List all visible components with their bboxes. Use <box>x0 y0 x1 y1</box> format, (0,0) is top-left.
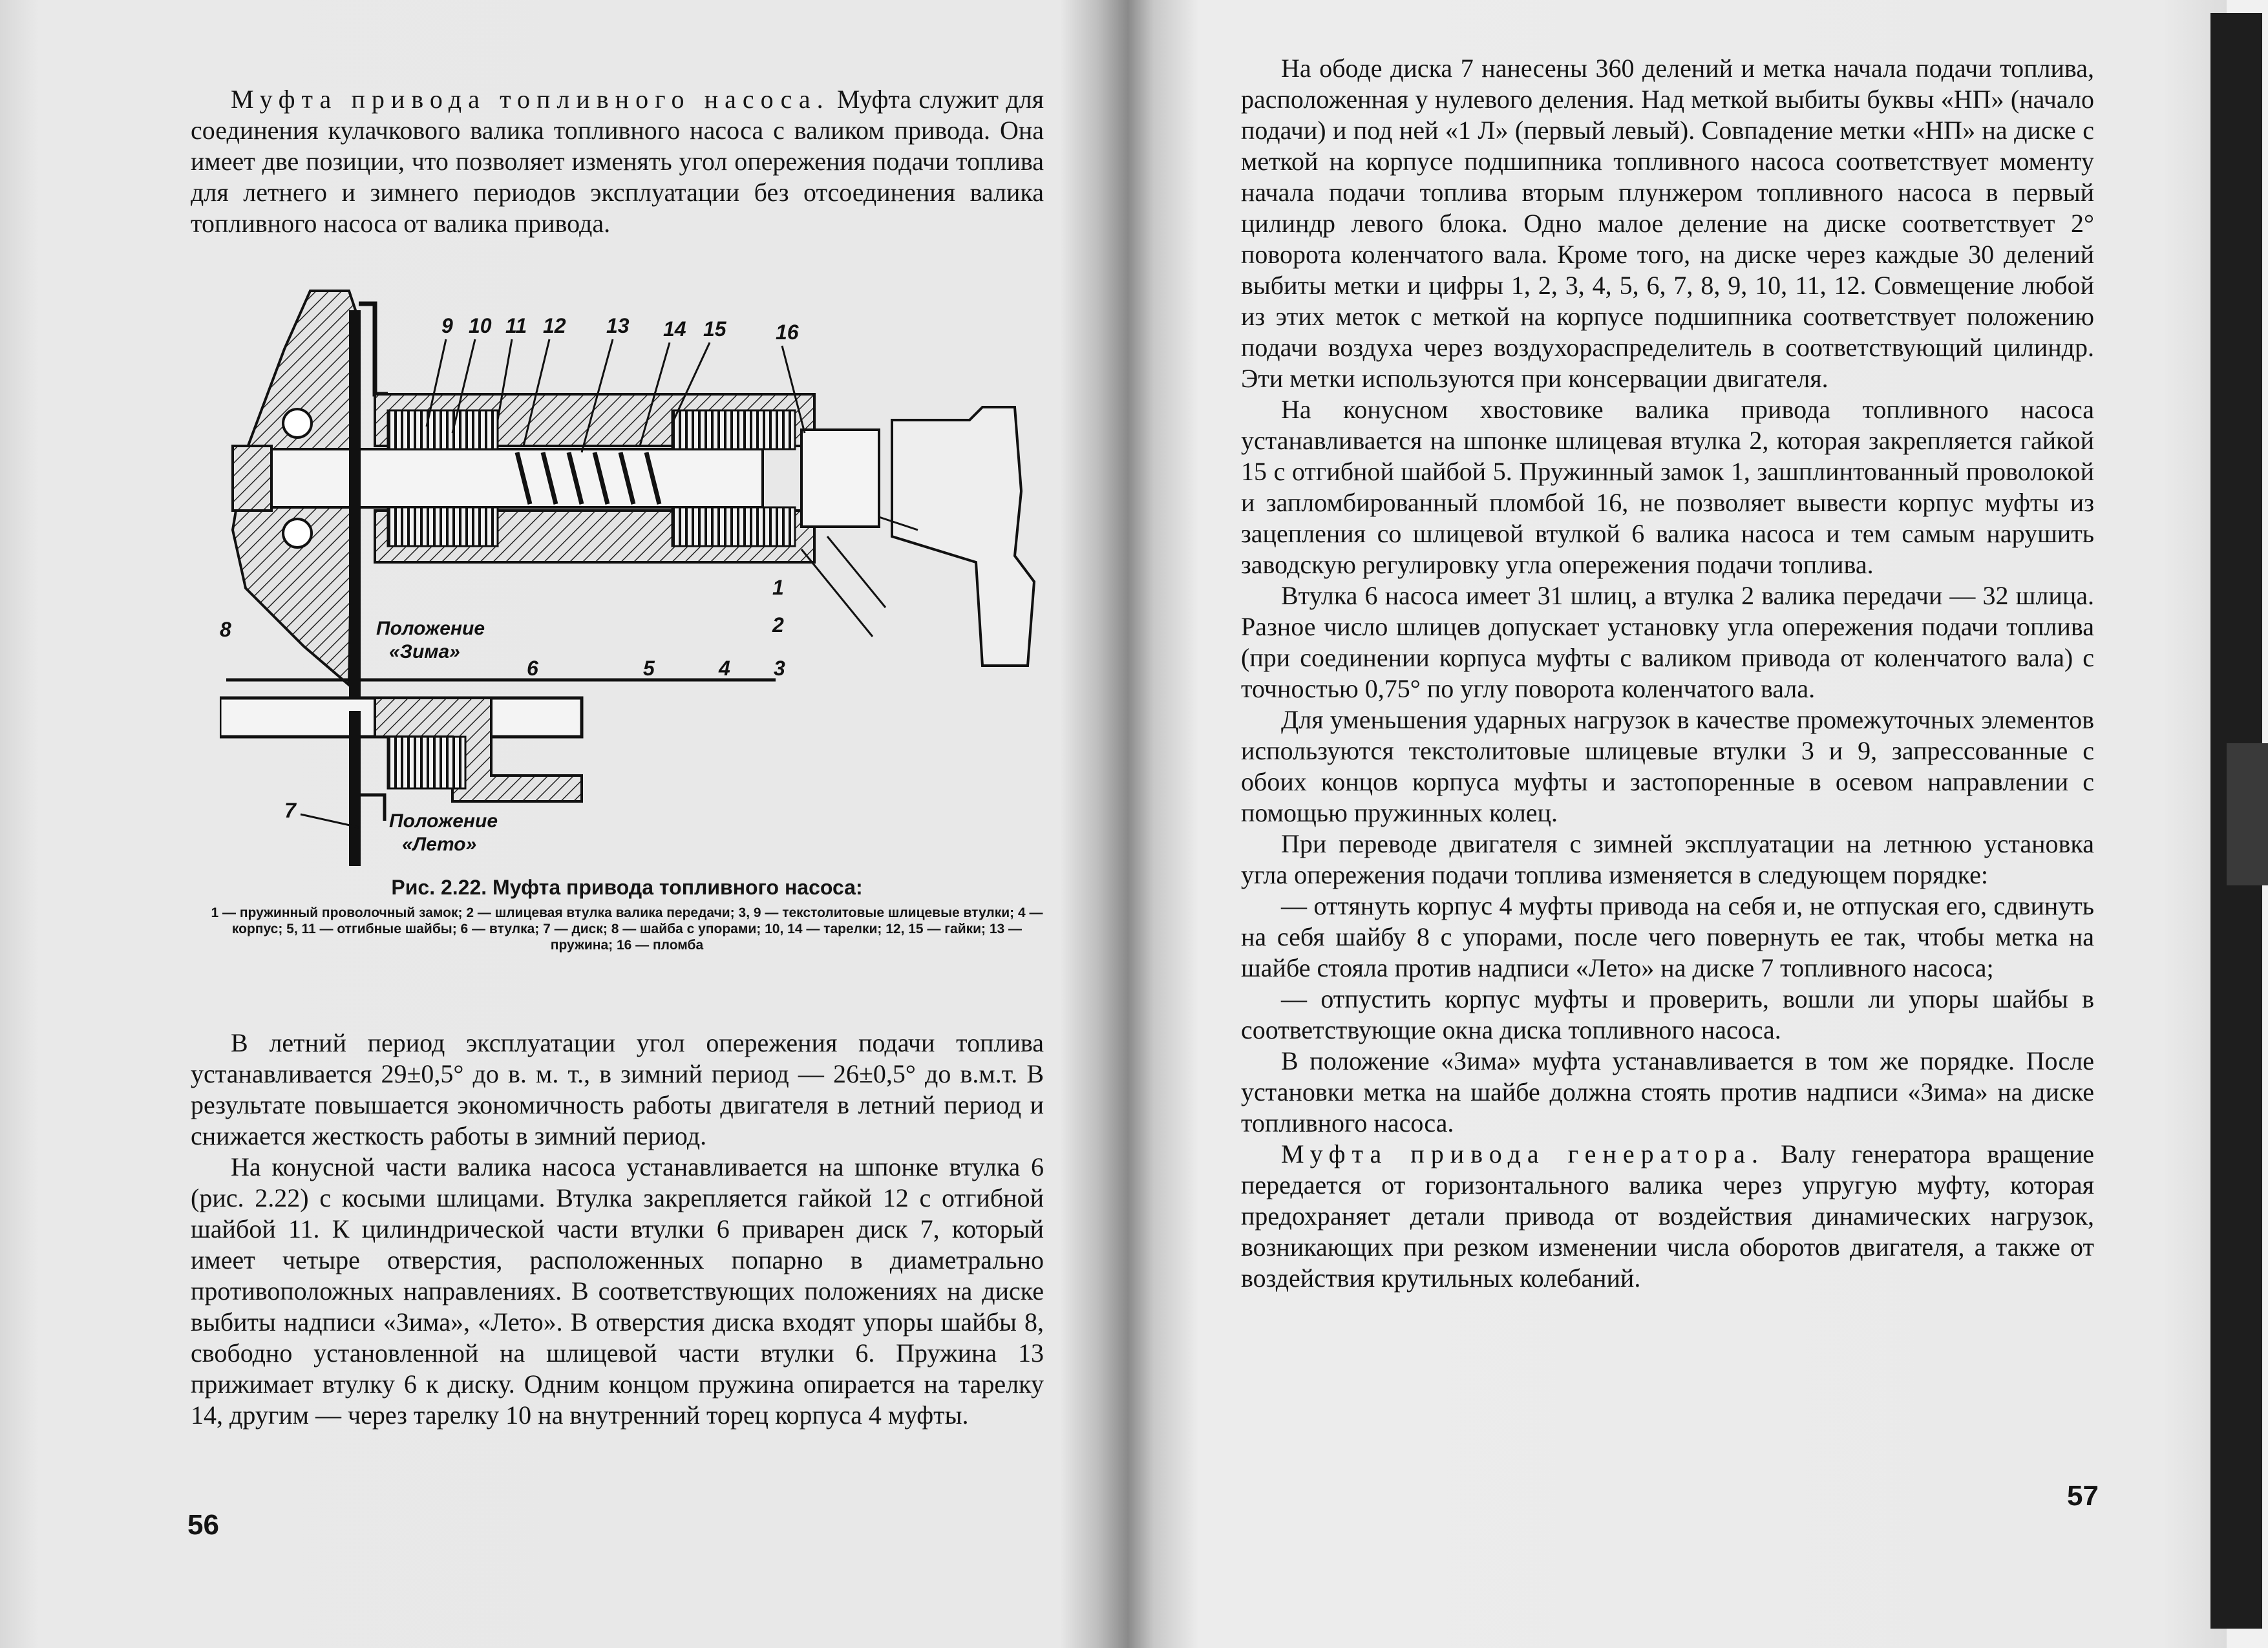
callout-11: 11 <box>505 314 527 337</box>
right-body-text <box>1241 53 2094 1294</box>
callout-7: 7 <box>284 799 296 822</box>
paragraph-pump-coupling-intro: Муфта привода топливного насоса. Муфта служит для соединения кулачкового валика топливного насоса с валиком привода. Она имеет две позиции, что позволяет изменять угол опережения подачи топлива для летнего и зимнего периодов эксплуатации без отсоединения валика топливного насоса от валика привода. <box>191 85 1044 238</box>
spline-bush-9-bottom <box>388 507 498 546</box>
callout-16: 16 <box>776 321 799 344</box>
lower-spline-bush <box>388 737 465 788</box>
bearing-ball-bottom <box>283 519 312 547</box>
callout-15: 15 <box>703 317 726 341</box>
page-number-right: 57 <box>2067 1480 2099 1512</box>
lower-stop-bracket <box>361 795 385 821</box>
paragraph-bush-mounting: На конусной части валика насоса устанавливается на шпонке втулка 6 (рис. 2.22) с косыми шлицами. Втулка закрепляется гайкой 12 с отгибной шайбой 11. К цилиндрической части втулки 6 приварен диск 7, который имеет четыре отверстия, расположенных попарно в диаметрально противоположных направлениях. В соответствующих положениях на диске выбиты надписи «Зима», «Лето». В отверстия диска входят упоры шайбы 8, свободно установленной на шлицевой части втулки 6. Пружина 13 прижимает втулку 6 к диску. Одним концом пружина опирается на тарелку 14, другим — через тарелку 10 на внутренний торец корпуса 4 муфты. <box>191 1152 1044 1430</box>
figure-caption-legend: 1 — пружинный проволочный замок; 2 — шлицевая втулка валика передачи; 3, 9 — текстолитовые шлицевые втулки; 4 — корпус; 5, 11 — отгибные шайбы; 6 — втулка; 7 — диск; 8 — шайба с упорами; 10, 14 — тарелки; 12, 15 — гайки; 13 — пружина; 16 — пломба <box>211 905 1043 953</box>
section-heading-generator-coupling: Муфта привода генератора. <box>1281 1139 1765 1168</box>
callout-9: 9 <box>441 314 453 337</box>
lower-disc-plate <box>349 711 361 866</box>
spline-bush-3-bottom <box>672 507 795 546</box>
callout-6: 6 <box>527 657 538 680</box>
spline-bush-9-top <box>388 410 498 449</box>
callout-12: 12 <box>543 314 566 337</box>
paragraph-winter-to-summer: При переводе двигателя с зимней эксплуатации на летнюю установка угла опережения подачи топлива изменяется в следующем порядке: <box>1241 829 2094 889</box>
paragraph-spline-bush: На конусном хвостовике валика привода топливного насоса устанавливается на шпонке шлицевая втулка 2, которая закрепляется гайкой 15 с отгибной шайбой 5. Пружинный замок 1, зашплинтованный проволокой и запломбированный пломбой 16, не позволяет вывести корпус муфты из зацепления со шлицевой втулкой 6 валика насоса и тем самым нарушить заводскую регулировку угла опережения подачи топлива. <box>1241 395 2094 579</box>
page-number-left: 56 <box>187 1509 219 1541</box>
position-summer-value: «Лето» <box>402 834 477 855</box>
shaft-end-nut <box>233 446 271 511</box>
callout-10: 10 <box>469 314 492 337</box>
figure-caption <box>187 876 1066 953</box>
drive-bush-2 <box>801 430 879 527</box>
drive-shaft <box>259 449 763 507</box>
callout-14: 14 <box>663 317 686 341</box>
section-heading-pump-coupling: Муфта привода топливного насоса. <box>231 85 830 114</box>
left-intro-text <box>191 84 1044 239</box>
bearing-ball-top <box>283 409 312 438</box>
position-winter-label: Положение <box>376 618 485 639</box>
disc-7-plate <box>349 310 361 711</box>
paragraph-spline-count: Втулка 6 насоса имеет 31 шлиц, а втулка 2 валика передачи — 32 шлица. Разное число шлицев допускает установку угла опережения подачи топлива (при соединении корпуса муфты с валиком привода от коленчатого вала) с точностью 0,75° по углу поворота коленчатого вала. <box>1241 581 2094 703</box>
paragraph-textolite-bushes: Для уменьшения ударных нагрузок в качестве промежуточных элементов используются текстолитовые шлицевые втулки 3 и 9, запрессованные с обоих концов корпуса муфты и застопоренные в осевом направлении с помощью пружинных колец. <box>1241 705 2094 827</box>
spline-bush-3-top <box>672 410 795 449</box>
callout-3: 3 <box>774 657 785 680</box>
position-summer-label: Положение <box>389 810 498 832</box>
paragraph-winter-position: В положение «Зима» муфта устанавливается в том же порядке. После установки метка на шайбе должна стоять против надписи «Зима» на диске топливного насоса. <box>1241 1046 2094 1137</box>
callout-1: 1 <box>772 576 784 599</box>
paragraph-disc-marks: На ободе диска 7 нанесены 360 делений и метка начала подачи топлива, расположенная у нулевого деления. Над меткой выбиты буквы «НП» (начало подачи) и под ней «1 Л» (первый левый). Совпадение метки «НП» на диске с меткой на корпусе подшипника топливного насоса соответствует моменту начала подачи топлива вторым плунжером топливного насоса в первый цилиндр левого блока. Одно малое деление на диске соответствует 2° поворота коленчатого вала. Кроме того, на диске через каждые 30 делений выбиты метки и цифры 1, 2, 3, 4, 5, 6, 7, 8, 9, 10, 11, 12. Совмещение любой из этих меток с меткой на корпусе подшипника соответствует положению подачи воздуха через воздухораспределитель в соответствующий цилиндр. Эти метки используются при консервации двигателя. <box>1241 54 2094 393</box>
paragraph-step-2: — отпустить корпус муфты и проверить, вошли ли упоры шайбы в соответствующие окна диска топливного насоса. <box>1241 984 2094 1044</box>
position-winter-value: «Зима» <box>389 641 460 662</box>
left-body-text <box>191 1028 1044 1431</box>
callout-4: 4 <box>719 657 730 680</box>
paragraph-step-1: — оттянуть корпус 4 муфты привода на себя и, не отпуская его, сдвинуть на себя шайбу 8 с упорами, после чего повернуть ее так, чтобы метка на шайбе стояла против надписи «Лето» на диске 7 топливного насоса; <box>1241 891 2094 982</box>
bracket-line <box>359 304 388 394</box>
callout-5: 5 <box>643 657 655 680</box>
page-edge-tab <box>2227 743 2268 885</box>
gear-housing-section <box>892 407 1034 666</box>
callout-13: 13 <box>606 314 630 337</box>
paragraph-timing-angles: В летний период эксплуатации угол опережения подачи топлива устанавливается 29±0,5° до в. м. т., в зимний период — 26±0,5° до в.м.т. В результате повышается экономичность работы двигателя в летний период и снижается жесткость работы в зимний период. <box>191 1028 1044 1150</box>
paragraph-generator-coupling: Муфта привода генератора. Валу генератора вращение передается от горизонтального валика через упругую муфту, которая предохраняет детали привода от воздействия динамических нагрузок, возникающих при резком изменении числа оборотов двигателя, а также от воздействия крутильных колебаний. <box>1241 1139 2094 1293</box>
callout-2: 2 <box>772 613 784 637</box>
figure-caption-title: Рис. 2.22. Муфта привода топливного насоса: <box>391 876 863 899</box>
callout-8: 8 <box>220 618 231 641</box>
figure-pump-coupling-drawing <box>220 284 1060 866</box>
